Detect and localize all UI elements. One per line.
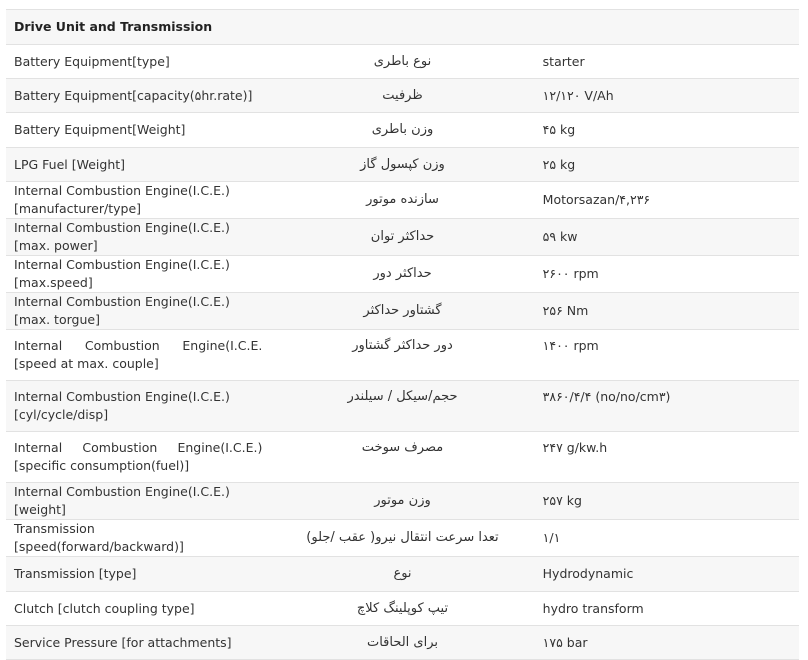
table-row [6, 330, 799, 381]
spec-name-en: LPG Fuel [Weight] [6, 148, 270, 182]
spec-name-fa: وزن کپسول گاز [270, 148, 534, 182]
spec-value: ۳۸۶۰/۴/۴ (no/no/cm۳) [535, 381, 799, 432]
spec-name-en: Battery Equipment[Weight] [6, 113, 270, 148]
spec-name-fa: وزن باطری [270, 113, 534, 148]
table-row [6, 113, 799, 148]
spec-name-fa: نوع باطری [270, 45, 534, 79]
spec-name-en: Battery Equipment[capacity(۵hr.rate)] [6, 79, 270, 113]
spec-name-en: Battery Equipment[type] [6, 45, 270, 79]
spec-name-en: Internal Combustion Engine(I.C.E.) [max.speed] [6, 256, 270, 293]
spec-name-fa: تعدا سرعت انتقال نیرو( عقب /جلو) [270, 520, 534, 557]
spec-name-en: Transmission [speed(forward/backward)] [6, 520, 270, 557]
spec-name-en: Internal Combustion Engine(I.C.E.)[weight] [6, 483, 270, 520]
spec-name-fa: حداکثر توان [270, 219, 534, 256]
spec-value: ۲۵۶ Nm [535, 293, 799, 330]
table-row [6, 79, 799, 113]
spec-name-en: Transmission [type] [6, 557, 270, 592]
spec-value: ۴۵ kg [535, 113, 799, 148]
table-row [6, 592, 799, 626]
table-row [6, 45, 799, 79]
spec-value: Hydrodynamic [535, 557, 799, 592]
table-row [6, 219, 799, 256]
table-row [6, 381, 799, 432]
spec-name-fa: گشتاور حداکثر [270, 293, 534, 330]
spec-value: ۵۹ kw [535, 219, 799, 256]
spec-name-fa: ظرفیت [270, 79, 534, 113]
spec-value: hydro transform [535, 592, 799, 626]
spec-name-fa: برای الحاقات [270, 626, 534, 660]
spec-value: ۲۶۰۰ rpm [535, 256, 799, 293]
spec-name-en: Service Pressure [for attachments] [6, 626, 270, 660]
table-row [6, 432, 799, 483]
table-title: Drive Unit and Transmission [6, 10, 799, 45]
spec-value: ۲۴۷ g/kw.h [535, 432, 799, 483]
spec-name-fa: دور حداکثر گشتاور [270, 330, 534, 381]
table-row [6, 293, 799, 330]
spec-value: ۱/۱ [535, 520, 799, 557]
table-row [6, 626, 799, 660]
spec-name-en: Internal Combustion Engine(I.C.E.)[specific consumption(fuel)] [6, 432, 270, 483]
spec-value: ۱۷۵ bar [535, 626, 799, 660]
spec-name-en: Internal Combustion Engine(I.C.E.) [max. torgue] [6, 293, 270, 330]
table-row [6, 483, 799, 520]
spec-value: ۲۵ kg [535, 148, 799, 182]
spec-name-fa: حجم/سیکل / سیلندر [270, 381, 534, 432]
table-row [6, 148, 799, 182]
spec-name-fa: تیپ کوپلینگ کلاچ [270, 592, 534, 626]
spec-value: ۱۴۰۰ rpm [535, 330, 799, 381]
table-row [6, 182, 799, 219]
spec-name-fa: نوع [270, 557, 534, 592]
spec-value: ۱۲/۱۲۰ V/Ah [535, 79, 799, 113]
spec-name-en: Internal Combustion Engine(I.C.E.)[manufacturer/type] [6, 182, 270, 219]
spec-table [6, 9, 799, 660]
spec-name-fa: حداکثر دور [270, 256, 534, 293]
spec-name-en: Clutch [clutch coupling type] [6, 592, 270, 626]
spec-value: starter [535, 45, 799, 79]
spec-name-en: Internal Combustion Engine(I.C.E.)[cyl/cycle/disp] [6, 381, 270, 432]
spec-value: ۲۵۷ kg [535, 483, 799, 520]
spec-name-fa: مصرف سوخت [270, 432, 534, 483]
table-header-row [6, 10, 799, 45]
spec-table-container [6, 9, 799, 660]
table-row [6, 557, 799, 592]
spec-name-en: Internal Combustion Engine(I.C.E.) [max. power] [6, 219, 270, 256]
table-row [6, 256, 799, 293]
spec-value: Motorsazan/۴,۲۳۶ [535, 182, 799, 219]
table-row [6, 520, 799, 557]
spec-name-en: Internal Combustion Engine(I.C.E.[speed at max. couple] [6, 330, 270, 381]
spec-name-fa: وزن موتور [270, 483, 534, 520]
spec-name-fa: سازنده موتور [270, 182, 534, 219]
